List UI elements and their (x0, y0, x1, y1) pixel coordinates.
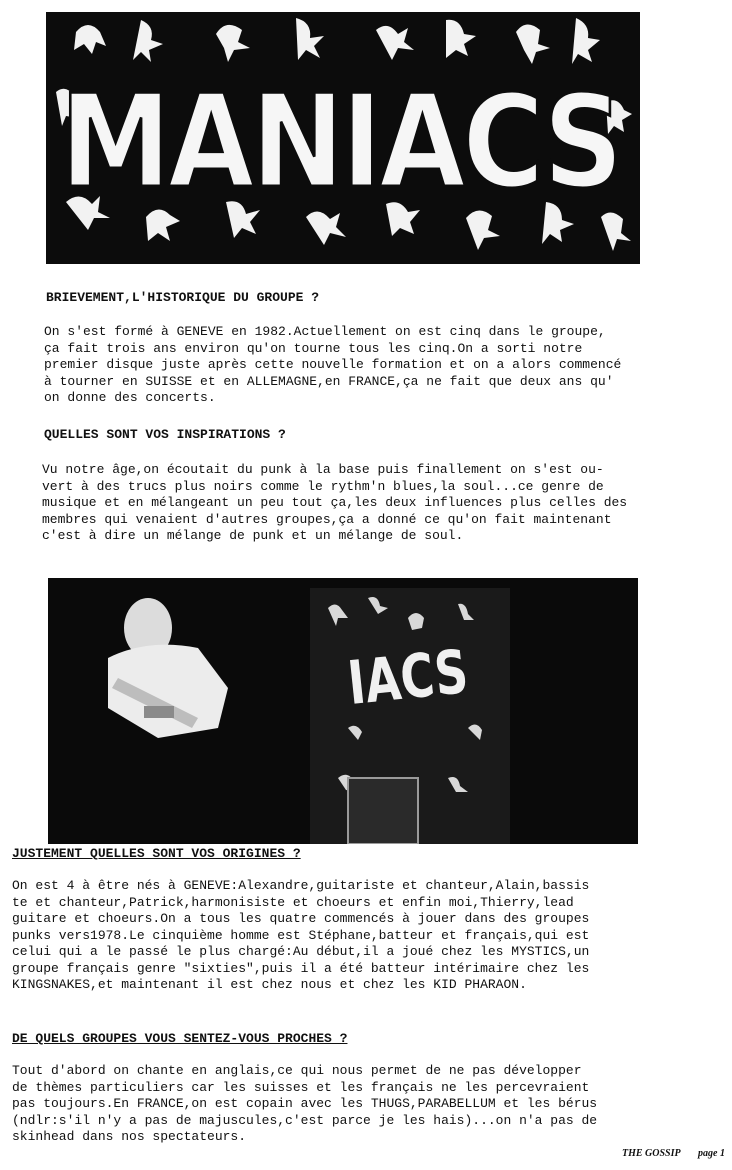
section-1-answer: On s'est formé à GENEVE en 1982.Actuellement on est cinq dans le groupe, ça fait trois ans environ qu'on tourne tous les cinq.On a sorti notre premier disque juste après cette nouvelle formation et on a alors commencé à tourner en SUISSE et en ALLEMAGNE,en FRANCE,ça ne fait que deux ans qu' on donne des concerts. (44, 324, 622, 405)
section-2-answer: Vu notre âge,on écoutait du punk à la base puis finallement on s'est ou- vert à des trucs plus noirs comme le rythm'n blues,la soul...ce genre de musique et en mélangeant un peu tout ça,les deux influences plus celles des membres qui venaient d'autres groupes,ça a donné ce qu'on fait maintenant c'est à dire un mélange de punk et un mélange de soul. (42, 462, 628, 543)
section-2-question: QUELLES SONT VOS INSPIRATIONS ? (44, 427, 286, 442)
stage-amplifier (348, 778, 418, 844)
concert-photo (48, 578, 638, 844)
concert-artwork (48, 578, 638, 844)
page-number: page 1 (698, 1148, 725, 1159)
band-logo-photo (46, 12, 640, 264)
band-logo-text: MANIACS (60, 68, 620, 217)
section-4-question: DE QUELS GROUPES VOUS SENTEZ-VOUS PROCHES ? (12, 1031, 348, 1046)
section-3-question: JUSTEMENT QUELLES SONT VOS ORIGINES ? (12, 846, 301, 861)
section-1-question: BRIEVEMENT,L'HISTORIQUE DU GROUPE ? (46, 290, 320, 305)
band-logo-artwork (46, 12, 640, 264)
section-4-answer: Tout d'abord on chante en anglais,ce qui nous permet de ne pas développer de thèmes particuliers car les suisses et les français ne les percevraient pas toujours.En FRANCE,on est copain avec les THUGS,PARABELLUM et les bérus (ndlr:s'il n'y a pas de majuscules,c'est parce je les hais)...on n'a pas de skinhead dans nos spectateurs. (12, 1063, 598, 1144)
backdrop-logo-text: IACS (344, 633, 509, 720)
magazine-name: THE GOSSIP (622, 1148, 681, 1159)
section-3-answer: On est 4 à être nés à GENEVE:Alexandre,guitariste et chanteur,Alain,bassis te et chanteur,Patrick,harmonisiste et choeurs et enfin moi,Thierry,lead guitare et choeurs.On a tous les quatre commencés à jouer dans des groupes punks vers1978.Le cinquième homme est Stéphane,batteur et français,qui est celui qui a le passé le plus chargé:Au début,il a joué chez les MYSTICS,un groupe français genre "sixties",puis il a été batteur intérimaire chez les KINGSNAKES,et maintenant il est chez nous et chez les KID PHARAON. (12, 878, 590, 992)
